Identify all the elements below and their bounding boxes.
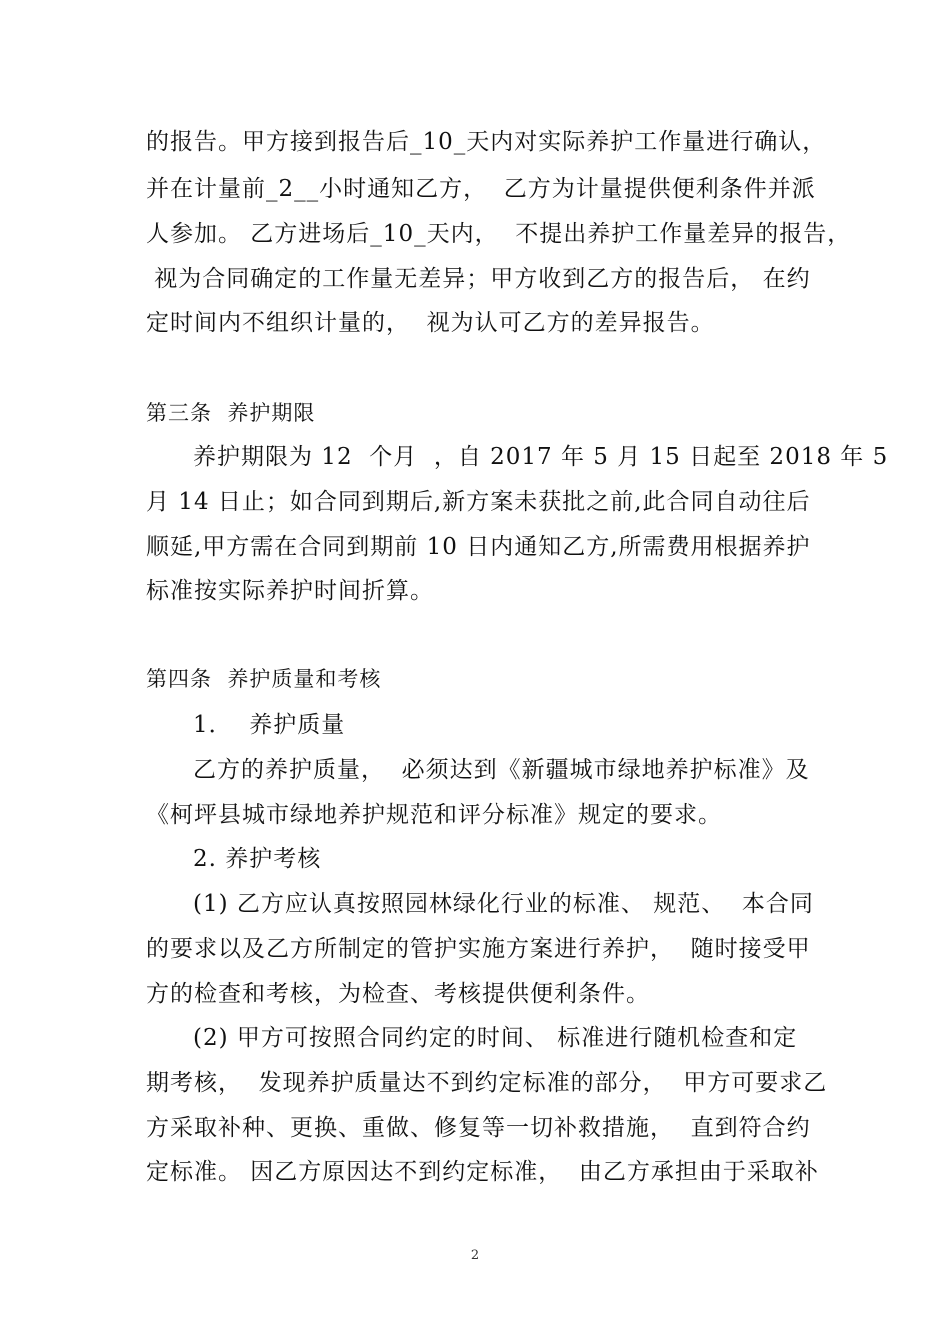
text-line: 并在计量前_2__小时通知乙方， 乙方为计量提供便利条件并派 [146,176,816,202]
item-heading: 1． 养护质量 [193,712,346,738]
text-line: 《柯坪县城市绿地养护规范和评分标准》规定的要求。 [146,802,722,828]
text-line: 方的检查和考核，为检查、考核提供便利条件。 [146,981,650,1007]
text-line: 的报告。甲方接到报告后_10_天内对实际养护工作量进行确认， [146,129,827,155]
text-line: 标准按实际养护时间折算。 [146,578,434,604]
text-line: 顺延,甲方需在合同到期前 10 日内通知乙方,所需费用根据养护 [146,534,811,560]
text-line: (1) 乙方应认真按照园林绿化行业的标准、 规范、 本合同 [193,891,814,917]
text-line: 月 14 日止；如合同到期后,新方案未获批之前,此合同自动往后 [146,489,811,515]
page-number: 2 [470,1248,480,1263]
text-line: 定标准。 因乙方原因达不到约定标准， 由乙方承担由于采取补 [146,1159,819,1185]
section-heading-4: 第四条 养护质量和考核 [146,667,382,691]
section-heading-3: 第三条 养护期限 [146,401,316,425]
text-line: 人参加。 乙方进场后_10_天内， 不提出养护工作量差异的报告， [146,221,852,247]
text-line: 定时间内不组织计量的， 视为认可乙方的差异报告。 [146,310,715,336]
text-line: 养护期限为 12 个月 ，自 2017 年 5 月 15 日起至 2018 年 5 [193,444,889,470]
text-line: 视为合同确定的工作量无差异；甲方收到乙方的报告后， 在约 [146,266,811,292]
text-line: 期考核， 发现养护质量达不到约定标准的部分， 甲方可要求乙 [146,1070,828,1096]
item-heading: 2. 养护考核 [193,846,322,872]
text-line: (2) 甲方可按照合同约定的时间、 标准进行随机检查和定 [193,1025,798,1051]
text-line: 方采取补种、更换、重做、修复等一切补救措施， 直到符合约 [146,1115,811,1141]
text-line: 的要求以及乙方所制定的管护实施方案进行养护， 随时接受甲 [146,936,811,962]
text-line: 乙方的养护质量， 必须达到《新疆城市绿地养护标准》及 [193,757,810,783]
